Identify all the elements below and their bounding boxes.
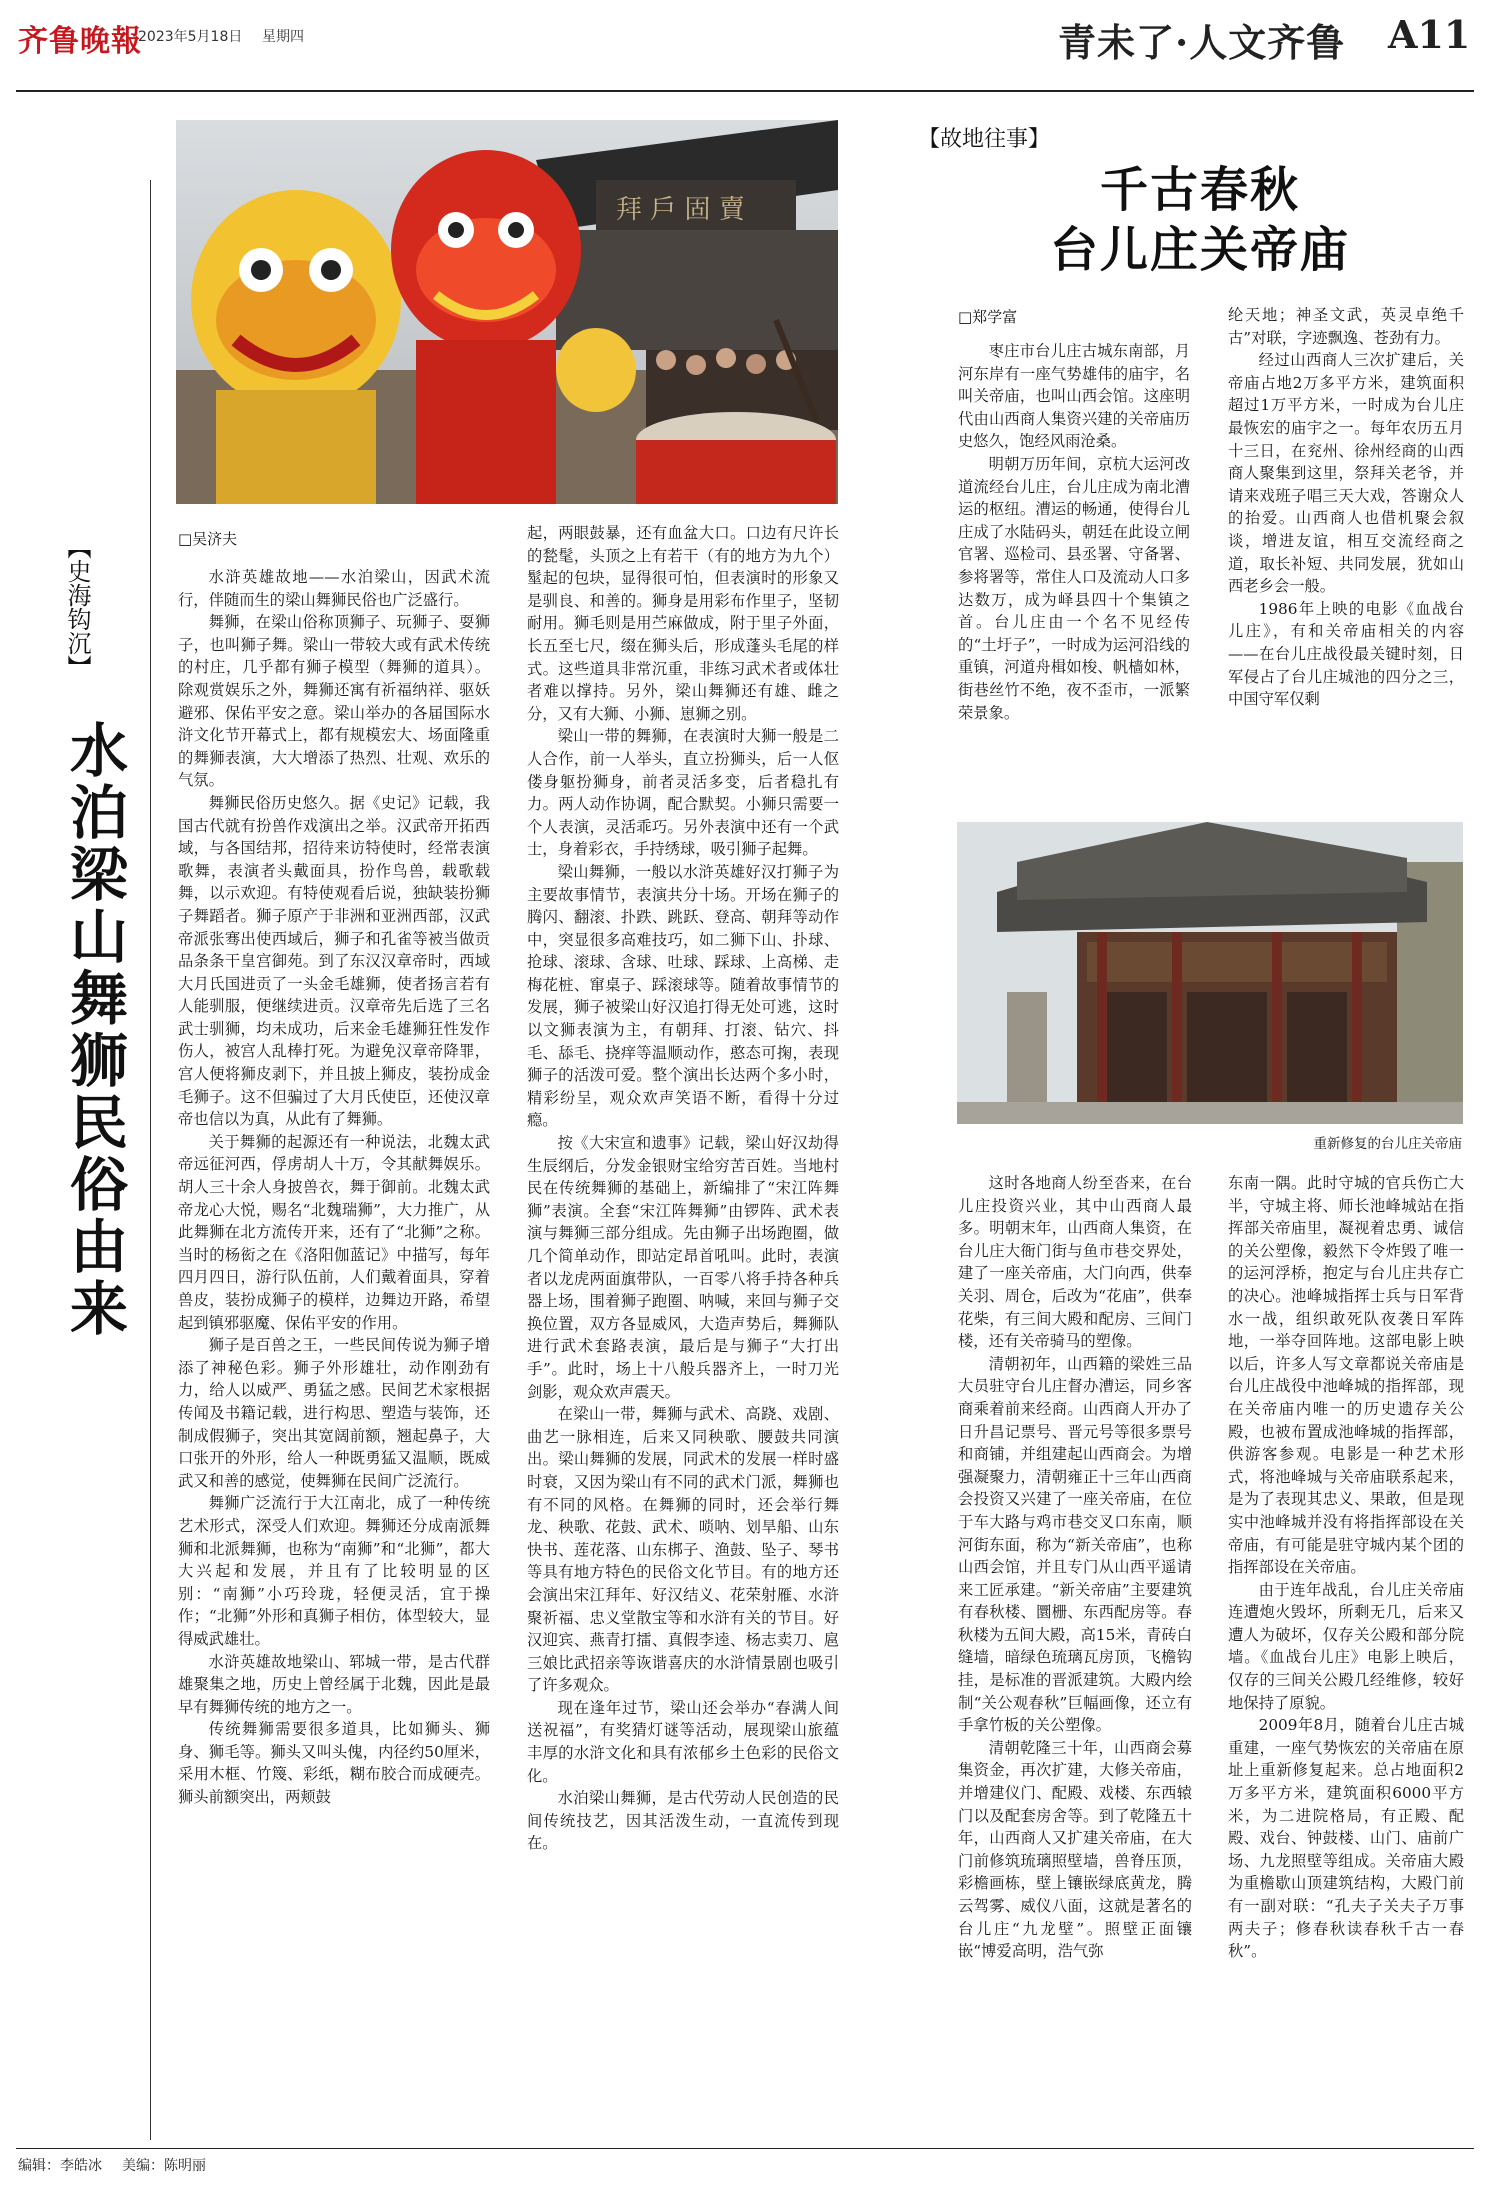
paragraph: 2009年8月，随着台儿庄古城重建，一座气势恢宏的关帝庙在原址上重新修复起来。总占地面积2万多平方米，建筑面积6000平方米，为二进院格局，有正殿、配殿、戏台、钟鼓楼、山门、庙前广场、九龙照壁等组成。关帝庙大殿为重檐歇山顶建筑结构，大殿门前有一副对联：“孔夫子关夫子万事两夫子；修春秋读春秋千古一春秋”。: [1228, 1716, 1464, 1961]
paragraph: 按《大宋宣和遗事》记载，梁山好汉劫得生辰纲后，分发金银财宝给穷苦百姓。当地村民在传统舞狮的基础上，新编排了“宋江阵舞狮”表演。全套“宋江阵舞狮”由锣阵、武术表演与舞狮三部分组成。先由狮子出场跑圈，做几个简单动作，即站定昂首吼叫。此时，表演者以龙虎两面旗带队，一百零八将手持各种兵器上场，围着狮子跑圈、呐喊，来回与狮子交换位置，双方各显威风，大造声势后，舞狮队进行武术套路表演，最后是与狮子“大打出手”。此时，场上十八般兵器齐上，一时刀光剑影，观众欢声震天。: [527, 1134, 839, 1401]
right-article-byline: □郑学富: [958, 308, 1018, 326]
page-number: A11: [1388, 12, 1471, 57]
right-article-column-1: [958, 340, 1190, 796]
paragraph: 水泊梁山舞狮，是古代劳动人民创造的民间传统技艺，因其活泼生动，一直流传到现在。: [527, 1789, 839, 1853]
paragraph: 东南一隅。此时守城的官兵伤亡大半，守城主将、师长池峰城站在指挥部关帝庙里，凝视着忠勇、诚信的关公塑像，毅然下令炸毁了唯一的运河浮桥，抱定与台儿庄共存亡的决心。池峰城指挥士兵与日军背水一战，组织敢死队夜袭日军阵地，一举夺回阵地。这部电影上映以后，许多人写文章都说关帝庙是台儿庄战役中池峰城的指挥部，现在关帝庙内唯一的历史遗存关公殿，也被布置成池峰城的指挥部，供游客参观。电影是一种艺术形式，将池峰城与关帝庙联系起来，是为了表现其忠义、果敢，但是现实中池峰城并没有将指挥部设在关帝庙，有可能是驻守城内某个团的指挥部设在关帝庙。: [1228, 1174, 1464, 1577]
footer-rule: [16, 2148, 1474, 2149]
paragraph: 狮子是百兽之王，一些民间传说为狮子增添了神秘色彩。狮子外形雄壮，动作刚劲有力，给人以威严、勇猛之感。民间艺术家根据传闻及书籍记载，进行构思、塑造与装饰，还制成假狮子，突出其宽阔前额，翘起鼻子，大口张开的外形，给人一种既勇猛又温顺，既威武又和善的感觉，使舞狮在民间广泛流行。: [178, 1336, 490, 1490]
left-article-column-2: [527, 522, 839, 2142]
footer-designer: 美编：陈明丽: [122, 2158, 206, 2174]
issue-date: 2023年5月18日: [138, 29, 243, 45]
section-title: 青未了·人文齐鲁: [1058, 20, 1346, 65]
issue-weekday: 星期四: [262, 29, 304, 45]
paragraph: 枣庄市台儿庄古城东南部，月河东岸有一座气势雄伟的庙宇，名叫关帝庙，也叫山西会馆。这座明代由山西商人集资兴建的关帝庙历史悠久，饱经风雨沧桑。: [958, 342, 1190, 451]
paragraph: 关于舞狮的起源还有一种说法，北魏太武帝远征河西，俘虏胡人十万，令其献舞娱乐。胡人三十余人身披兽衣，舞于御前。北魏太武帝龙心大悦，赐名“北魏瑞狮”，大力推广，从此舞狮在北方流传开来，还有了“北狮”之称。当时的杨衒之在《洛阳伽蓝记》中描写，每年四月四日，游行队伍前，人们戴着面具，穿着兽皮，装扮成狮子的模样，边舞边开路，希望起到镇邪驱魔、保佑平安的作用。: [178, 1132, 490, 1332]
guandi-temple-photo: [957, 822, 1463, 1124]
paragraph: 经过山西商人三次扩建后，关帝庙占地2万多平方米，建筑面积超过1万平方米，一时成为台儿庄最恢宏的庙宇之一。每年农历五月十三日，在兖州、徐州经商的山西商人聚集到这里，祭拜关老爷，并请来戏班子唱三天大戏，答谢众人的抬爱。山西商人也借机聚会叙谈，增进友谊，相互交流经商之道，取长补短、共同发展，犹如山西老乡会一般。: [1228, 351, 1464, 596]
lion-dance-photo: [176, 120, 838, 504]
paragraph: 明朝万历年间，京杭大运河改道流经台儿庄，台儿庄成为南北漕运的枢纽。漕运的畅通，使得台儿庄成了水陆码头，朝廷在此设立闸官署、巡检司、县丞署、守备署、参将署等，常住人口及流动人口多达数万，成为峄县四十个集镇之首。台儿庄由一个名不见经传的“土圩子”，一时成为运河沿线的重镇，河道舟楫如梭、帆樯如林，街巷丝竹不绝，夜不歪市，一派繁荣景象。: [958, 454, 1190, 722]
paragraph: 舞狮，在梁山俗称顶狮子、玩狮子、耍狮子，也叫狮子舞。梁山一带较大或有武术传统的村庄，几乎都有狮子模型（舞狮的道具）。除观赏娱乐之外，舞狮还寓有祈福纳祥、驱妖避邪、保佑平安之意。梁山举办的各届国际水浒文化节开幕式上，都有规模宏大、场面隆重的舞狮表演，大大增添了热烈、壮观、欢乐的气氛。: [178, 613, 490, 790]
paragraph: 由于连年战乱，台儿庄关帝庙连遭炮火毁坏，所剩无几，后来又遭人为破坏，仅存关公殿和部分院墙。《血战台儿庄》电影上映后，仅存的三间关公殿几经维修，较好地保持了原貌。: [1228, 1580, 1464, 1712]
paragraph: 现在逢年过节，梁山还会举办“春满人间送祝福”，有奖猜灯谜等活动，展现梁山旅蕴丰厚的水浒文化和具有浓郁乡土色彩的民俗文化。: [527, 1698, 839, 1785]
svg-text:拜 戶 固 賣: 拜 戶 固 賣: [616, 195, 745, 225]
left-article-column-1: [178, 566, 490, 2146]
headline-line-2: 台儿庄关帝庙: [1049, 222, 1350, 278]
paragraph: 纶天地；神圣文武，英灵卓绝千古”对联，字迹飘逸、苍劲有力。: [1228, 306, 1464, 347]
column-rule: [150, 180, 151, 2140]
paragraph: 舞狮民俗历史悠久。据《史记》记载，我国古代就有扮兽作戏演出之举。汉武帝开拓西域，与各国结邦，招待来访特使时，经常表演歌舞，表演者头戴面具，扮作鸟兽，载歌载舞，以示欢迎。有特使观看后说，独缺装扮狮子舞蹈者。狮子原产于非洲和亚洲西部，汉武帝派张骞出使西域后，狮子和孔雀等被当做贡品条条干皇宫御苑。到了东汉汉章帝时，西域大月氏国进贡了一头金毛雄狮，使者扬言若有人能驯服，便继续进贡。汉章帝先后选了三名武士驯狮，均未成功，后来金毛雄狮狂性发作伤人，被宫人乱棒打死。为避免汉章帝降罪，宫人便将狮皮剥下，并且披上狮皮，装扮成金毛狮子。这不但骗过了大月氏使臣，还使汉章帝也信以为真，从此有了舞狮。: [178, 793, 490, 1129]
paragraph: 梁山一带的舞狮，在表演时大狮一般是二人合作，前一人举头，直立扮狮头，后一人伛偻身躯扮狮身，前者灵活多变，后者稳扎有力。两人动作协调，配合默契。小狮只需要一个人表演，灵活乖巧。另外表演中还有一个武士，身着彩衣，手持绣球，吸引狮子起舞。: [527, 727, 839, 859]
paragraph: 水浒英雄故地梁山、郓城一带，是古代群雄聚集之地，历史上曾经属于北魏，因此是最早有舞狮传统的地方之一。: [178, 1652, 490, 1716]
paragraph: 1986年上映的电影《血战台儿庄》，有和关帝庙相关的内容——在台儿庄战役最关键时刻，日军侵占了台儿庄城池的四分之三，中国守军仅剩: [1228, 599, 1464, 709]
photo-caption: 重新修复的台儿庄关帝庙: [1313, 1136, 1462, 1152]
footer-editor: 编辑：李皓冰: [18, 2158, 102, 2174]
right-article-column-2: [1228, 304, 1464, 794]
paragraph: 清朝乾隆三十年，山西商会募集资金，再次扩建，大修关帝庙，并增建仪门、配殿、戏楼、东西辕门以及配套房舍等。到了乾隆五十年，山西商人又扩建关帝庙，在大门前修筑琉璃照壁墙，兽脊压顶，彩檐画栋，壁上镶嵌绿底黄龙，腾云驾雾、威仪八面，这就是著名的台儿庄“九龙壁”。照壁正面镶嵌“博爱高明，浩气弥: [958, 1738, 1192, 1961]
paragraph: 水浒英雄故地——水泊梁山，因武术流行，伴随而生的梁山舞狮民俗也广泛盛行。: [178, 568, 490, 609]
paragraph: 梁山舞狮，一般以水浒英雄好汉打狮子为主要故事情节，表演共分十场。开场在狮子的腾闪、翻滚、扑跌、跳跃、登高、朝拜等动作中，突显很多高难技巧，如二狮下山、扑球、抢球、滚球、含球、吐球、踩球、上高梯、走梅花桩、窜桌子、踩滚球等。随着故事情节的发展，狮子被梁山好汉追打得无处可逃，这时以文狮表演为主，有朝拜、打滚、钻穴、抖毛、舔毛、挠痒等温顺动作，憨态可掬，表现狮子的活泼可爱。整个演出长达两个多小时，精彩纷呈，观众欢声笑语不断，看得十分过瘾。: [527, 862, 839, 1130]
right-article-headline: [930, 160, 1470, 280]
paragraph: 清朝初年，山西籍的梁姓三品大员驻守台儿庄督办漕运，同乡客商乘着前来经商。山西商人开办了日升昌记票号、晋元号等很多票号和商铺，并组建起山西商会。为增强凝聚力，清朝雍正十三年山西商会投资又兴建了一座关帝庙，在位于车大路与鸡市巷交叉口东南，顺河街东面，称为“新关帝庙”，也称山西会馆，并且专门从山西平遥请来工匠承建。“新关帝庙”主要建筑有春秋楼、圜栅、东西配房等。春秋楼为五间大殿，高15米，青砖白缝墙，暗绿色琉璃瓦房顶，飞檐钩挂，是标准的晋派建筑。大殿内绘制“关公观春秋”巨幅画像，还立有手拿竹板的关公塑像。: [958, 1354, 1192, 1735]
left-article-tag: 【史海钩沉】: [63, 535, 91, 679]
right-article-tag: 【故地往事】: [918, 127, 1051, 152]
paragraph: 起，两眼鼓暴，还有血盆大口。口边有尺许长的甃髦，头顶之上有若干（有的地方为九个）髽起的包块，显得很可怕，但表演时的形象又是驯良、和善的。狮身是用彩布作里子，坚韧耐用。狮毛则是用苎麻做成，附于里子外面，长五至七尺，缀在狮头后，形成蓬头毛尾的样式。这些道具非常沉重，非练习武术者或体壮者难以撑持。另外，梁山舞狮还有雄、雌之分，又有大狮、小狮、崽狮之别。: [527, 524, 839, 723]
paragraph: 舞狮广泛流行于大江南北，成了一种传统艺术形式，深受人们欢迎。舞狮还分成南派舞狮和北派舞狮，也称为“南狮”和“北狮”，都大大兴起和发展，并且有了比较明显的区别：“南狮”小巧玲珑，轻便灵活，宜于操作；“北狮”外形和真狮子相仿，体型较大，显得威武雄壮。: [178, 1494, 490, 1648]
headline-line-1: 千古春秋: [1099, 162, 1300, 218]
left-article-byline: □吴济夫: [178, 530, 238, 548]
left-article-title: 水泊梁山舞狮民俗由来: [60, 720, 128, 1340]
paragraph: 在梁山一带，舞狮与武术、高跷、戏剧、曲艺一脉相连，后来又同秧歌、腰鼓共同演出。梁山舞狮的发展，同武术的发展一样时盛时衰，又因为梁山有不同的武术门派，舞狮也有不同的风格。在舞狮的同时，还会举行舞龙、秧歌、花鼓、武术、唢呐、划旱船、山东快书、莲花落、山东梆子、渔鼓、坠子、琴书等具有地方特色的民俗文化节目。有的地方还会演出宋江拜年、好汉结义、花荣射雁、水浒聚祈福、忠义堂散宝等和水浒有关的节目。好汉迎宾、燕青打擂、真假李逵、杨志卖刀、扈三娘比武招亲等诙谐喜庆的水浒情景剧也吸引了许多观众。: [527, 1405, 839, 1695]
right-article-column-4: [1228, 1172, 1464, 2142]
paragraph: 传统舞狮需要很多道具，比如狮头、狮身、狮毛等。狮头又叫头傀，内径约50厘米，采用木框、竹篾、彩纸，糊布胶合而成硬壳。狮头前额突出，两颊鼓: [178, 1720, 490, 1807]
newspaper-logo: 齐鲁晚報: [18, 24, 142, 59]
paragraph: 这时各地商人纷至沓来，在台儿庄投资兴业，其中山西商人最多。明朝末年，山西商人集资，在台儿庄大衙门街与鱼市巷交界处，建了一座关帝庙，大门向西，供奉关羽、周仓，后改为“花庙”，供奉花柴，有三间大殿和配房、三间门楼，还有关帝骑马的塑像。: [958, 1174, 1192, 1351]
header-rule: [16, 90, 1474, 92]
right-article-column-3: [958, 1172, 1192, 2142]
